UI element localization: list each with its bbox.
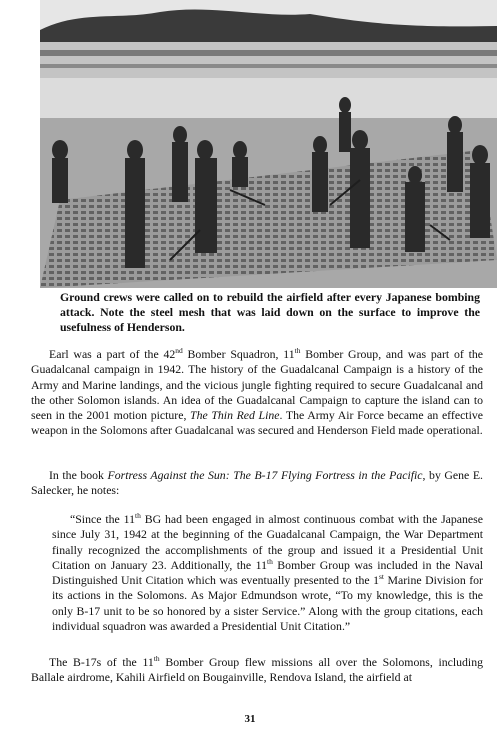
paragraph-text: . The Army Air Force became an effective weapon in the Solomons after Guadalcanal was secured and Henderson Field made operational. [31, 408, 483, 438]
paragraph-text: In the book [49, 468, 108, 482]
paragraph-text: Bomber Group, and was part of the Guadalcanal campaign in 1942. The history of the Guadalcanal Campaign is a history of the Army and Marine landings, and the vicious jungle fighting required to secure Guadalcanal and the other Solomon islands. An idea of the Guadalcanal Campaign to capture the island can to seen in the 2001 motion picture, [31, 347, 483, 423]
paragraph-text: Earl was a part of the 42 [49, 347, 176, 361]
page-number: 31 [244, 713, 256, 725]
quote-text: Bomber Group was included in the Naval Distinguished Unit Citation which was eventually presented to the 1 [52, 557, 483, 588]
superscript: th [153, 654, 160, 664]
quote-text: “Since the 11 [70, 512, 135, 526]
paragraph-book [31, 468, 483, 499]
photo-caption: Ground crews were called on to rebuild the airfield after every Japanese bombing attack. Note the steel mesh that was laid down on the surface to improve the usefulness of Henderson. [60, 290, 480, 334]
paragraph-text: The B-17s of the 11 [49, 655, 154, 669]
paragraph-text: Bomber Squadron, 11 [182, 347, 295, 361]
block-quote [52, 512, 483, 634]
superscript: th [267, 556, 273, 566]
quote-text: Marine Division for its actions in the Solomons. As Major Edmundson wrote, “To my knowledge, this is the only B-17 unit to be so honored by a sister Service.” Along with the group citations, each individual squadron was awarded a Presidential Unit Citation.” [52, 573, 483, 634]
paragraph-squadron [31, 347, 483, 439]
superscript: nd [175, 346, 183, 356]
paragraph-text: , by Gene E. Salecker, he notes: [31, 468, 484, 498]
photo-of-ground-crews-laying-steel-mesh [40, 0, 497, 288]
superscript: th [135, 511, 141, 521]
book-title: Fortress Against the Sun: The B-17 Flying Fortress in the Pacific [107, 468, 423, 482]
superscript: st [379, 572, 385, 582]
superscript: th [294, 346, 301, 356]
quote-text: BG had been engaged in almost continuous combat with the Japanese since July 31, 1942 at the beginning of the Guadalcanal Campaign, the War Department finally recognized the accomplishments of the group and issued it a Presidential Unit Citation on January 23. Additionally, the 11 [52, 512, 483, 572]
paragraph-missions [31, 655, 483, 686]
paragraph-text: Bomber Group flew missions all over the Solomons, including Ballale airdrome, Kahili Airfield on Bougainville, Rendova Island, the airfield at [31, 655, 484, 685]
film-title: The Thin Red Line [190, 408, 280, 423]
